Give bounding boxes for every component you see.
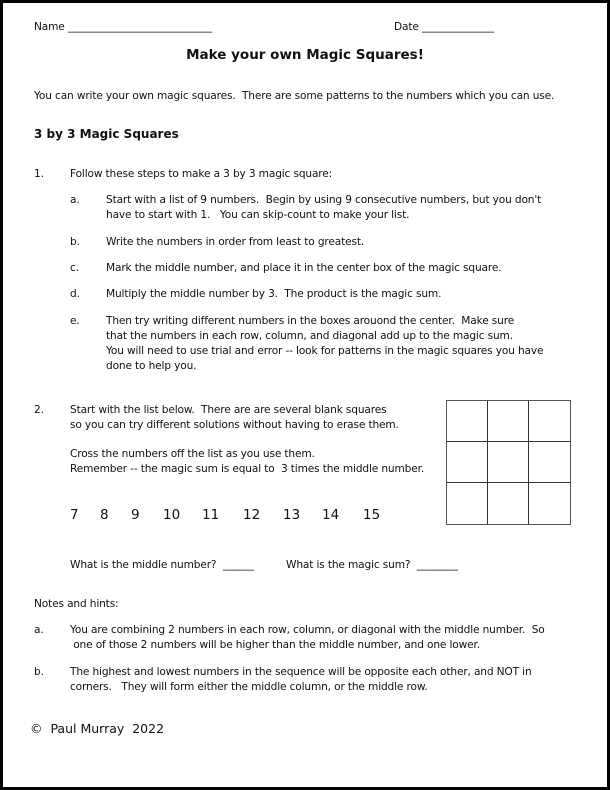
grid-cell-r3c1[interactable] bbox=[447, 483, 488, 524]
note-b-marker: b. bbox=[34, 666, 44, 678]
grid-cell-r1c3[interactable] bbox=[529, 401, 570, 442]
step-d-line-1: Multiply the middle number by 3. The product is the magic sum. bbox=[106, 288, 442, 300]
number-9[interactable]: 9 bbox=[131, 507, 140, 523]
number-7[interactable]: 7 bbox=[70, 507, 79, 523]
step-c-line-1: Mark the middle number, and place it in the center box of the magic square. bbox=[106, 262, 502, 274]
number-12[interactable]: 12 bbox=[243, 507, 261, 523]
item-2-line-3: Cross the numbers off the list as you use them. bbox=[70, 448, 315, 460]
grid-cell-r3c3[interactable] bbox=[529, 483, 570, 524]
note-b-line-2: corners. They will form either the middle column, or the middle row. bbox=[70, 681, 428, 693]
step-b-line-1: Write the numbers in order from least to greatest. bbox=[106, 236, 365, 248]
item-1-text: Follow these steps to make a 3 by 3 magic square: bbox=[70, 168, 333, 180]
grid-cell-r3c2[interactable] bbox=[488, 483, 529, 524]
step-d-marker: d. bbox=[70, 288, 80, 300]
item-2-line-2: so you can try different solutions without having to erase them. bbox=[70, 419, 399, 431]
step-c-marker: c. bbox=[70, 262, 79, 274]
number-14[interactable]: 14 bbox=[322, 507, 340, 523]
step-b-marker: b. bbox=[70, 236, 80, 248]
note-a-line-1: You are combining 2 numbers in each row, column, or diagonal with the middle number. So bbox=[70, 624, 545, 636]
item-2-marker: 2. bbox=[34, 404, 44, 416]
step-e-line-3: You will need to use trial and error -- look for patterns in the magic squares you have bbox=[106, 345, 544, 357]
step-e-marker: e. bbox=[70, 315, 80, 327]
magic-square-grid bbox=[446, 400, 571, 525]
step-a-line-2: have to start with 1. You can skip-count to make your list. bbox=[106, 209, 410, 221]
item-2-line-4: Remember -- the magic sum is equal to 3 times the middle number. bbox=[70, 463, 425, 475]
number-8[interactable]: 8 bbox=[100, 507, 109, 523]
note-a-line-2: one of those 2 numbers will be higher than the middle number, and one lower. bbox=[70, 639, 480, 651]
grid-cell-r2c2[interactable] bbox=[488, 442, 529, 483]
number-10[interactable]: 10 bbox=[163, 507, 181, 523]
worksheet-page bbox=[3, 3, 607, 787]
grid-cell-r2c1[interactable] bbox=[447, 442, 488, 483]
step-a-line-1: Start with a list of 9 numbers. Begin by using 9 consecutive numbers, but you don't bbox=[106, 194, 542, 206]
middle-number-question[interactable]: What is the middle number? ______ bbox=[70, 559, 254, 571]
grid-cell-r1c1[interactable] bbox=[447, 401, 488, 442]
notes-heading: Notes and hints: bbox=[34, 598, 119, 610]
copyright-footer: © Paul Murray 2022 bbox=[30, 721, 165, 736]
number-11[interactable]: 11 bbox=[202, 507, 220, 523]
magic-sum-question[interactable]: What is the magic sum? ________ bbox=[286, 559, 458, 571]
step-e-line-1: Then try writing different numbers in the boxes arouond the center. Make sure bbox=[106, 315, 515, 327]
name-field[interactable]: Name ____________________________ bbox=[34, 21, 212, 33]
step-a-marker: a. bbox=[70, 194, 80, 206]
date-field[interactable]: Date ______________ bbox=[394, 21, 494, 33]
section-heading: 3 by 3 Magic Squares bbox=[34, 127, 179, 141]
step-e-line-4: done to help you. bbox=[106, 360, 197, 372]
item-1-marker: 1. bbox=[34, 168, 44, 180]
grid-cell-r1c2[interactable] bbox=[488, 401, 529, 442]
intro-text: You can write your own magic squares. There are some patterns to the numbers which you can use. bbox=[34, 90, 555, 102]
number-13[interactable]: 13 bbox=[283, 507, 301, 523]
number-15[interactable]: 15 bbox=[363, 507, 381, 523]
grid-cell-r2c3[interactable] bbox=[529, 442, 570, 483]
page-title: Make your own Magic Squares! bbox=[186, 47, 424, 63]
note-a-marker: a. bbox=[34, 624, 44, 636]
note-b-line-1: The highest and lowest numbers in the sequence will be opposite each other, and NOT in bbox=[70, 666, 532, 678]
step-e-line-2: that the numbers in each row, column, and diagonal add up to the magic sum. bbox=[106, 330, 513, 342]
item-2-line-1: Start with the list below. There are are several blank squares bbox=[70, 404, 387, 416]
